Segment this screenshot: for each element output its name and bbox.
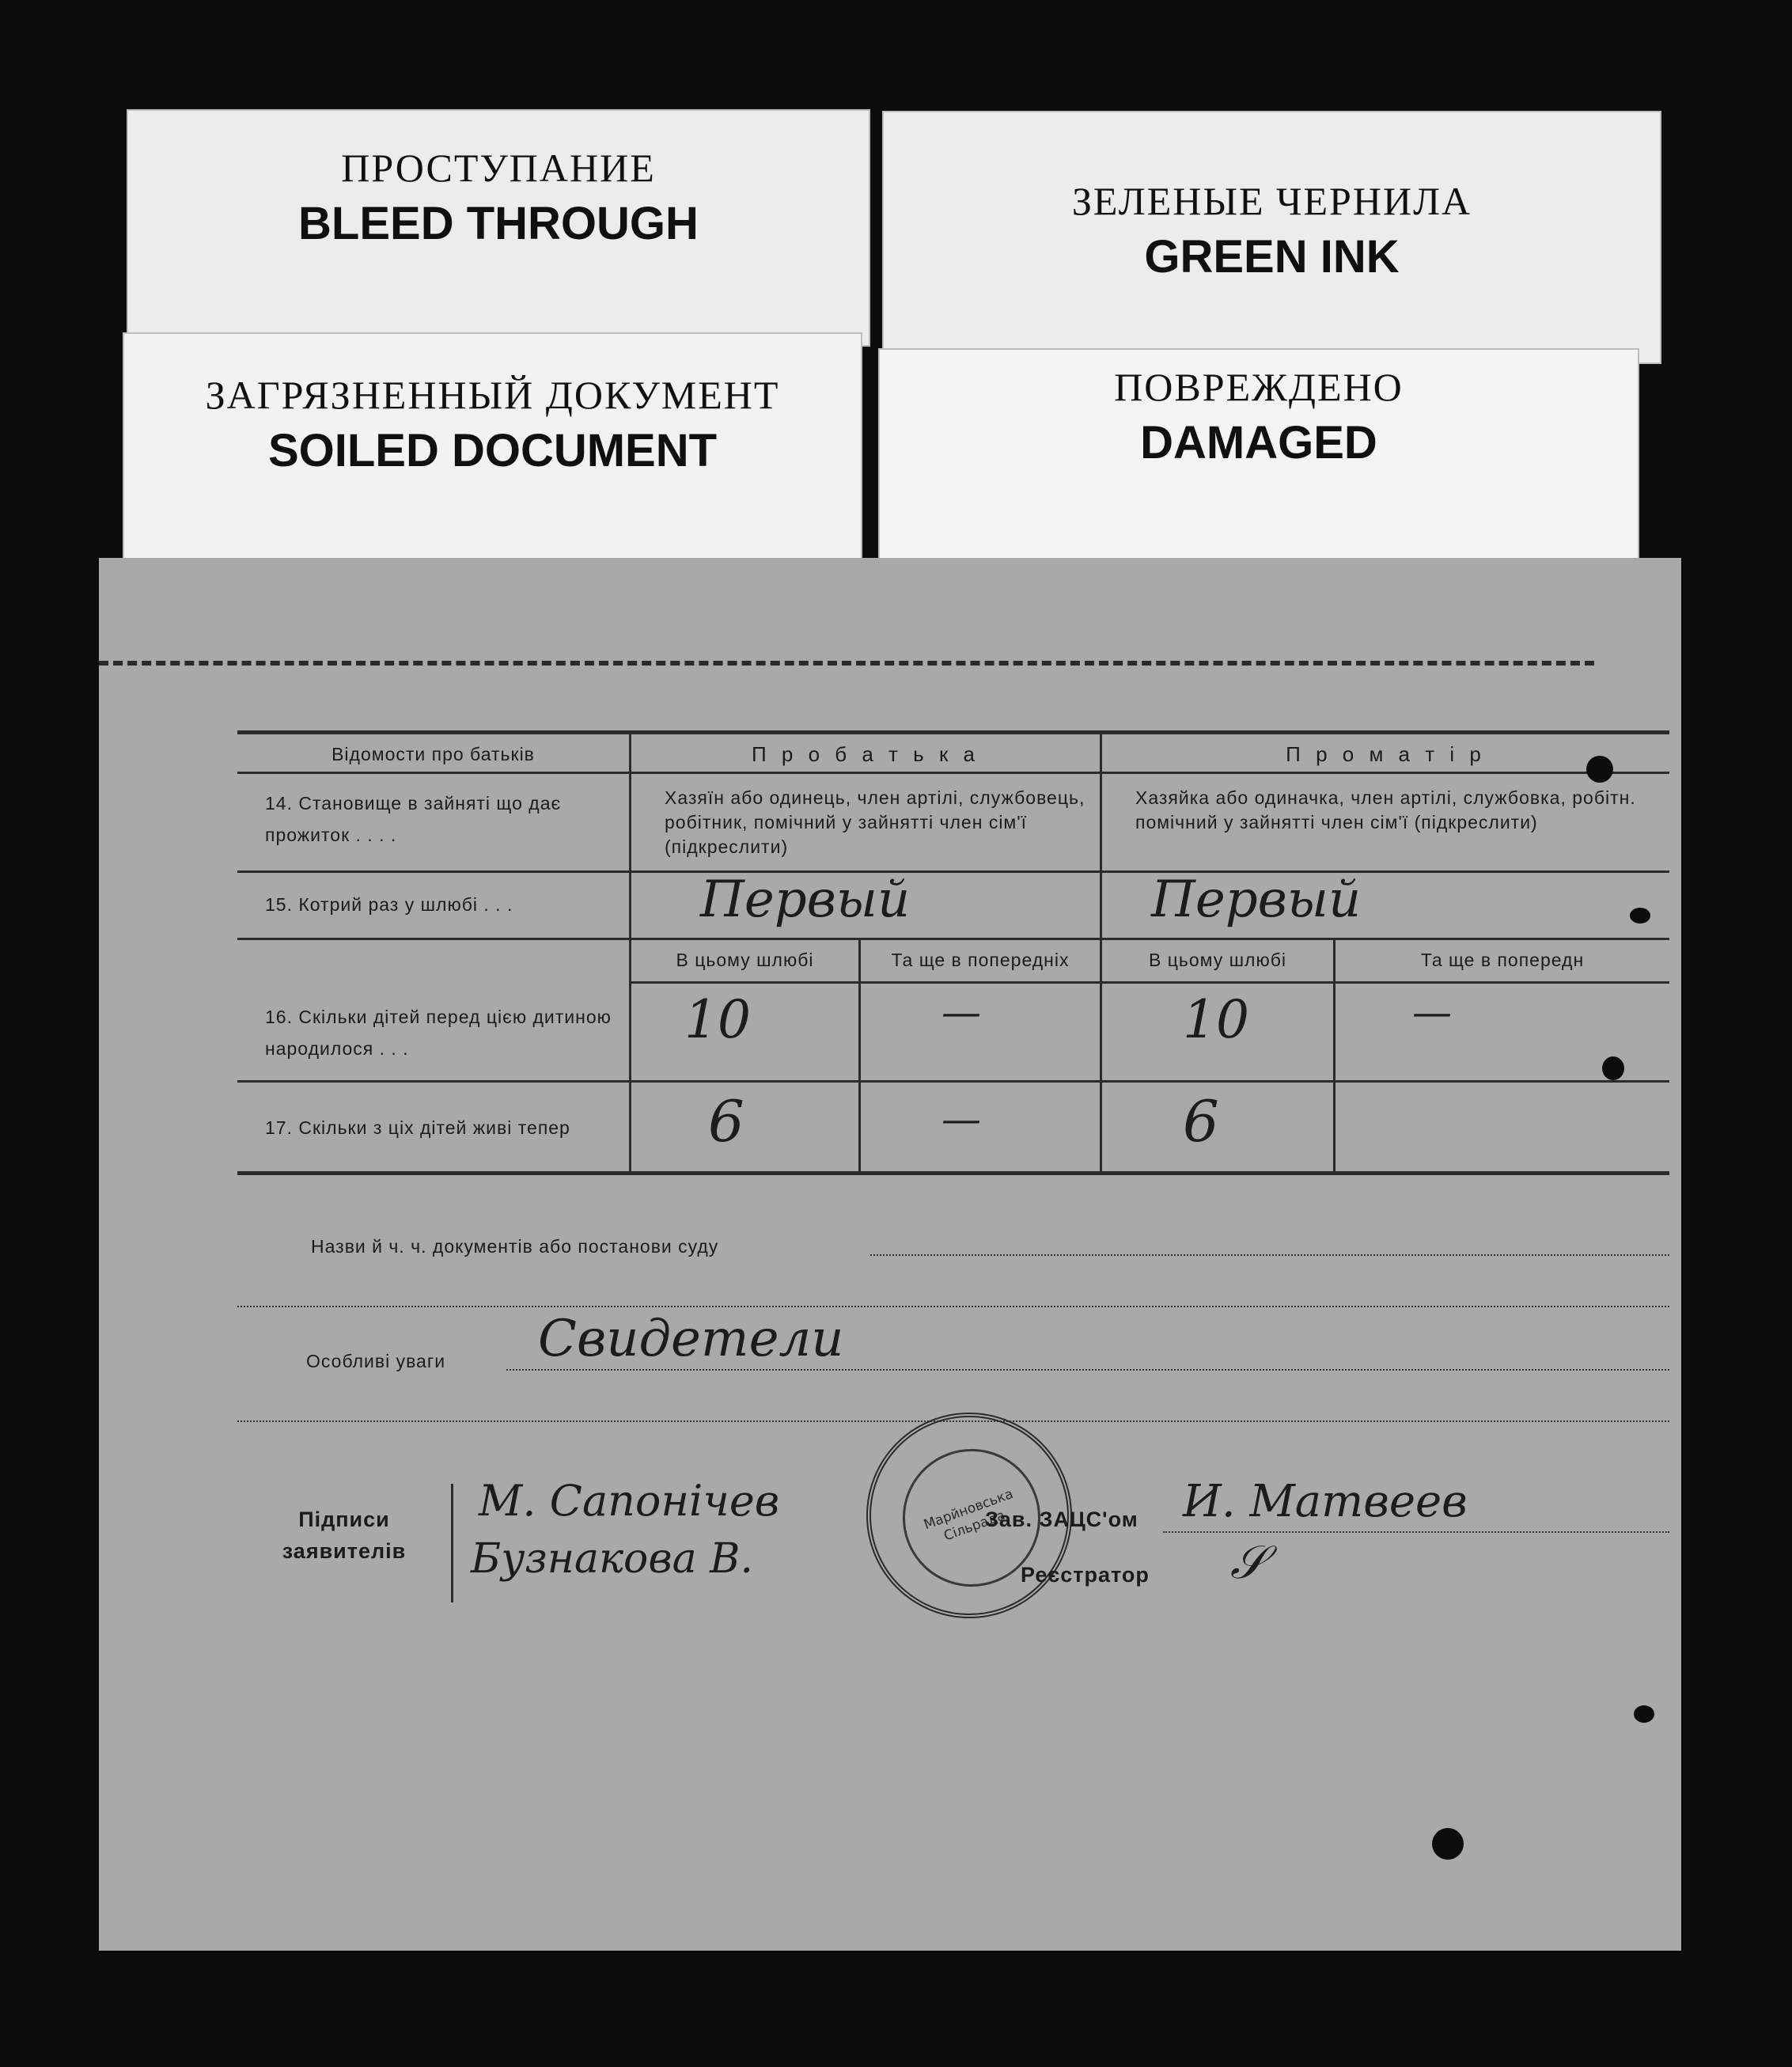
punch-hole <box>1634 1705 1654 1723</box>
row17-mother-this: 6 <box>1183 1088 1219 1155</box>
rule <box>237 938 1669 940</box>
rule <box>237 870 1669 873</box>
registration-form <box>99 558 1681 1951</box>
table-bottom-rule <box>237 1171 1669 1175</box>
rule <box>237 772 1669 774</box>
stamp-text: Марйновська Сільрада <box>883 1429 1059 1606</box>
row16-father-this: 10 <box>684 989 751 1050</box>
punch-hole <box>1602 1056 1624 1080</box>
bleed-ru: ПРОСТУПАНИЕ <box>341 146 656 190</box>
green-ru: ЗЕЛЕНЫЕ ЧЕРНИЛА <box>1071 179 1472 223</box>
table-top-rule <box>237 730 1669 734</box>
row16-mother-this: 10 <box>1183 989 1249 1050</box>
sub-mother-prev: Та ще в попередн <box>1420 950 1585 970</box>
green-ink-label <box>882 111 1661 364</box>
sub-father-prev: Та ще в попередніх <box>891 950 1070 970</box>
punch-hole <box>1586 756 1613 783</box>
header-parents: Відомости про батьків <box>332 744 535 764</box>
head-signature: И. Матвеев <box>1183 1476 1468 1527</box>
row14-father-options: Хазяїн або одинець, член артілі, службовець, робітник, помічний у зайнятті член сім'ї (підкреслити) <box>665 787 1085 857</box>
applicant1-signature: М. Сапонічев <box>479 1476 780 1526</box>
row16-label: 16. Скільки дітей перед цією дитиною народилося . . . <box>265 1007 612 1059</box>
remarks-label: Особливі уваги <box>306 1351 446 1371</box>
row16-mother-prev: — <box>1412 989 1452 1035</box>
bleed-en: BLEED THROUGH <box>298 198 699 249</box>
damaged-en: DAMAGED <box>1140 417 1377 468</box>
sub-mother-this: В цьому шлюбі <box>1148 950 1287 970</box>
head-label: Зав. ЗАЦС'ом <box>985 1508 1138 1531</box>
soiled-ru: ЗАГРЯЗНЕННЫЙ ДОКУМЕНТ <box>205 373 780 417</box>
registrar-signature: 𝒮 <box>1230 1535 1266 1589</box>
row17-father-this: 6 <box>708 1088 744 1155</box>
row17-father-prev: — <box>941 1096 981 1142</box>
row15-father-value: Первый <box>700 870 911 929</box>
header-father: П р о б а т ь к а <box>751 742 980 766</box>
documents-line <box>870 1254 1669 1256</box>
sub-father-this: В цьому шлюбі <box>676 950 814 970</box>
damaged-ru: ПОВРЕЖДЕНО <box>1114 365 1404 409</box>
soiled-en: SOILED DOCUMENT <box>267 425 718 476</box>
rule <box>237 1080 1669 1083</box>
row15-label: 15. Котрий раз у шлюбі . . . <box>265 894 513 915</box>
damaged-label <box>878 348 1639 586</box>
row15-mother-value: Первый <box>1151 870 1362 929</box>
rule <box>629 981 1669 984</box>
documents-line-2 <box>237 1306 1669 1307</box>
head-line <box>1163 1531 1669 1533</box>
remarks-value: Свидетели <box>538 1310 844 1368</box>
soiled-document-label <box>123 332 862 586</box>
green-en: GREEN INK <box>1144 231 1400 283</box>
signatures-label: Підписи заявителів <box>282 1508 407 1563</box>
remarks-line <box>506 1369 1669 1371</box>
row17-label: 17. Скільки з ціх дітей живі тепер <box>265 1117 570 1138</box>
row14-label: 14. Становище в зайняті що дає прожиток . . . . <box>265 793 562 845</box>
punch-hole <box>1432 1828 1464 1860</box>
signature-bracket <box>451 1484 453 1602</box>
applicant2-signature: Бузнакова В. <box>471 1535 753 1583</box>
punch-hole <box>1630 908 1650 924</box>
bleed-through-label <box>127 109 870 347</box>
row14-mother-options: Хазяйка або одиначка, член артілі, службовка, робітн. помічний у зайнятті член сім'ї (підкреслити) <box>1135 787 1636 832</box>
header-mother: П р о м а т і р <box>1286 742 1486 766</box>
row16-father-prev: — <box>941 989 981 1035</box>
perforation-line <box>99 661 1594 666</box>
documents-label: Назви й ч. ч. документів або постанови суду <box>311 1236 719 1257</box>
registrar-label: Реєстратор <box>1021 1563 1150 1587</box>
